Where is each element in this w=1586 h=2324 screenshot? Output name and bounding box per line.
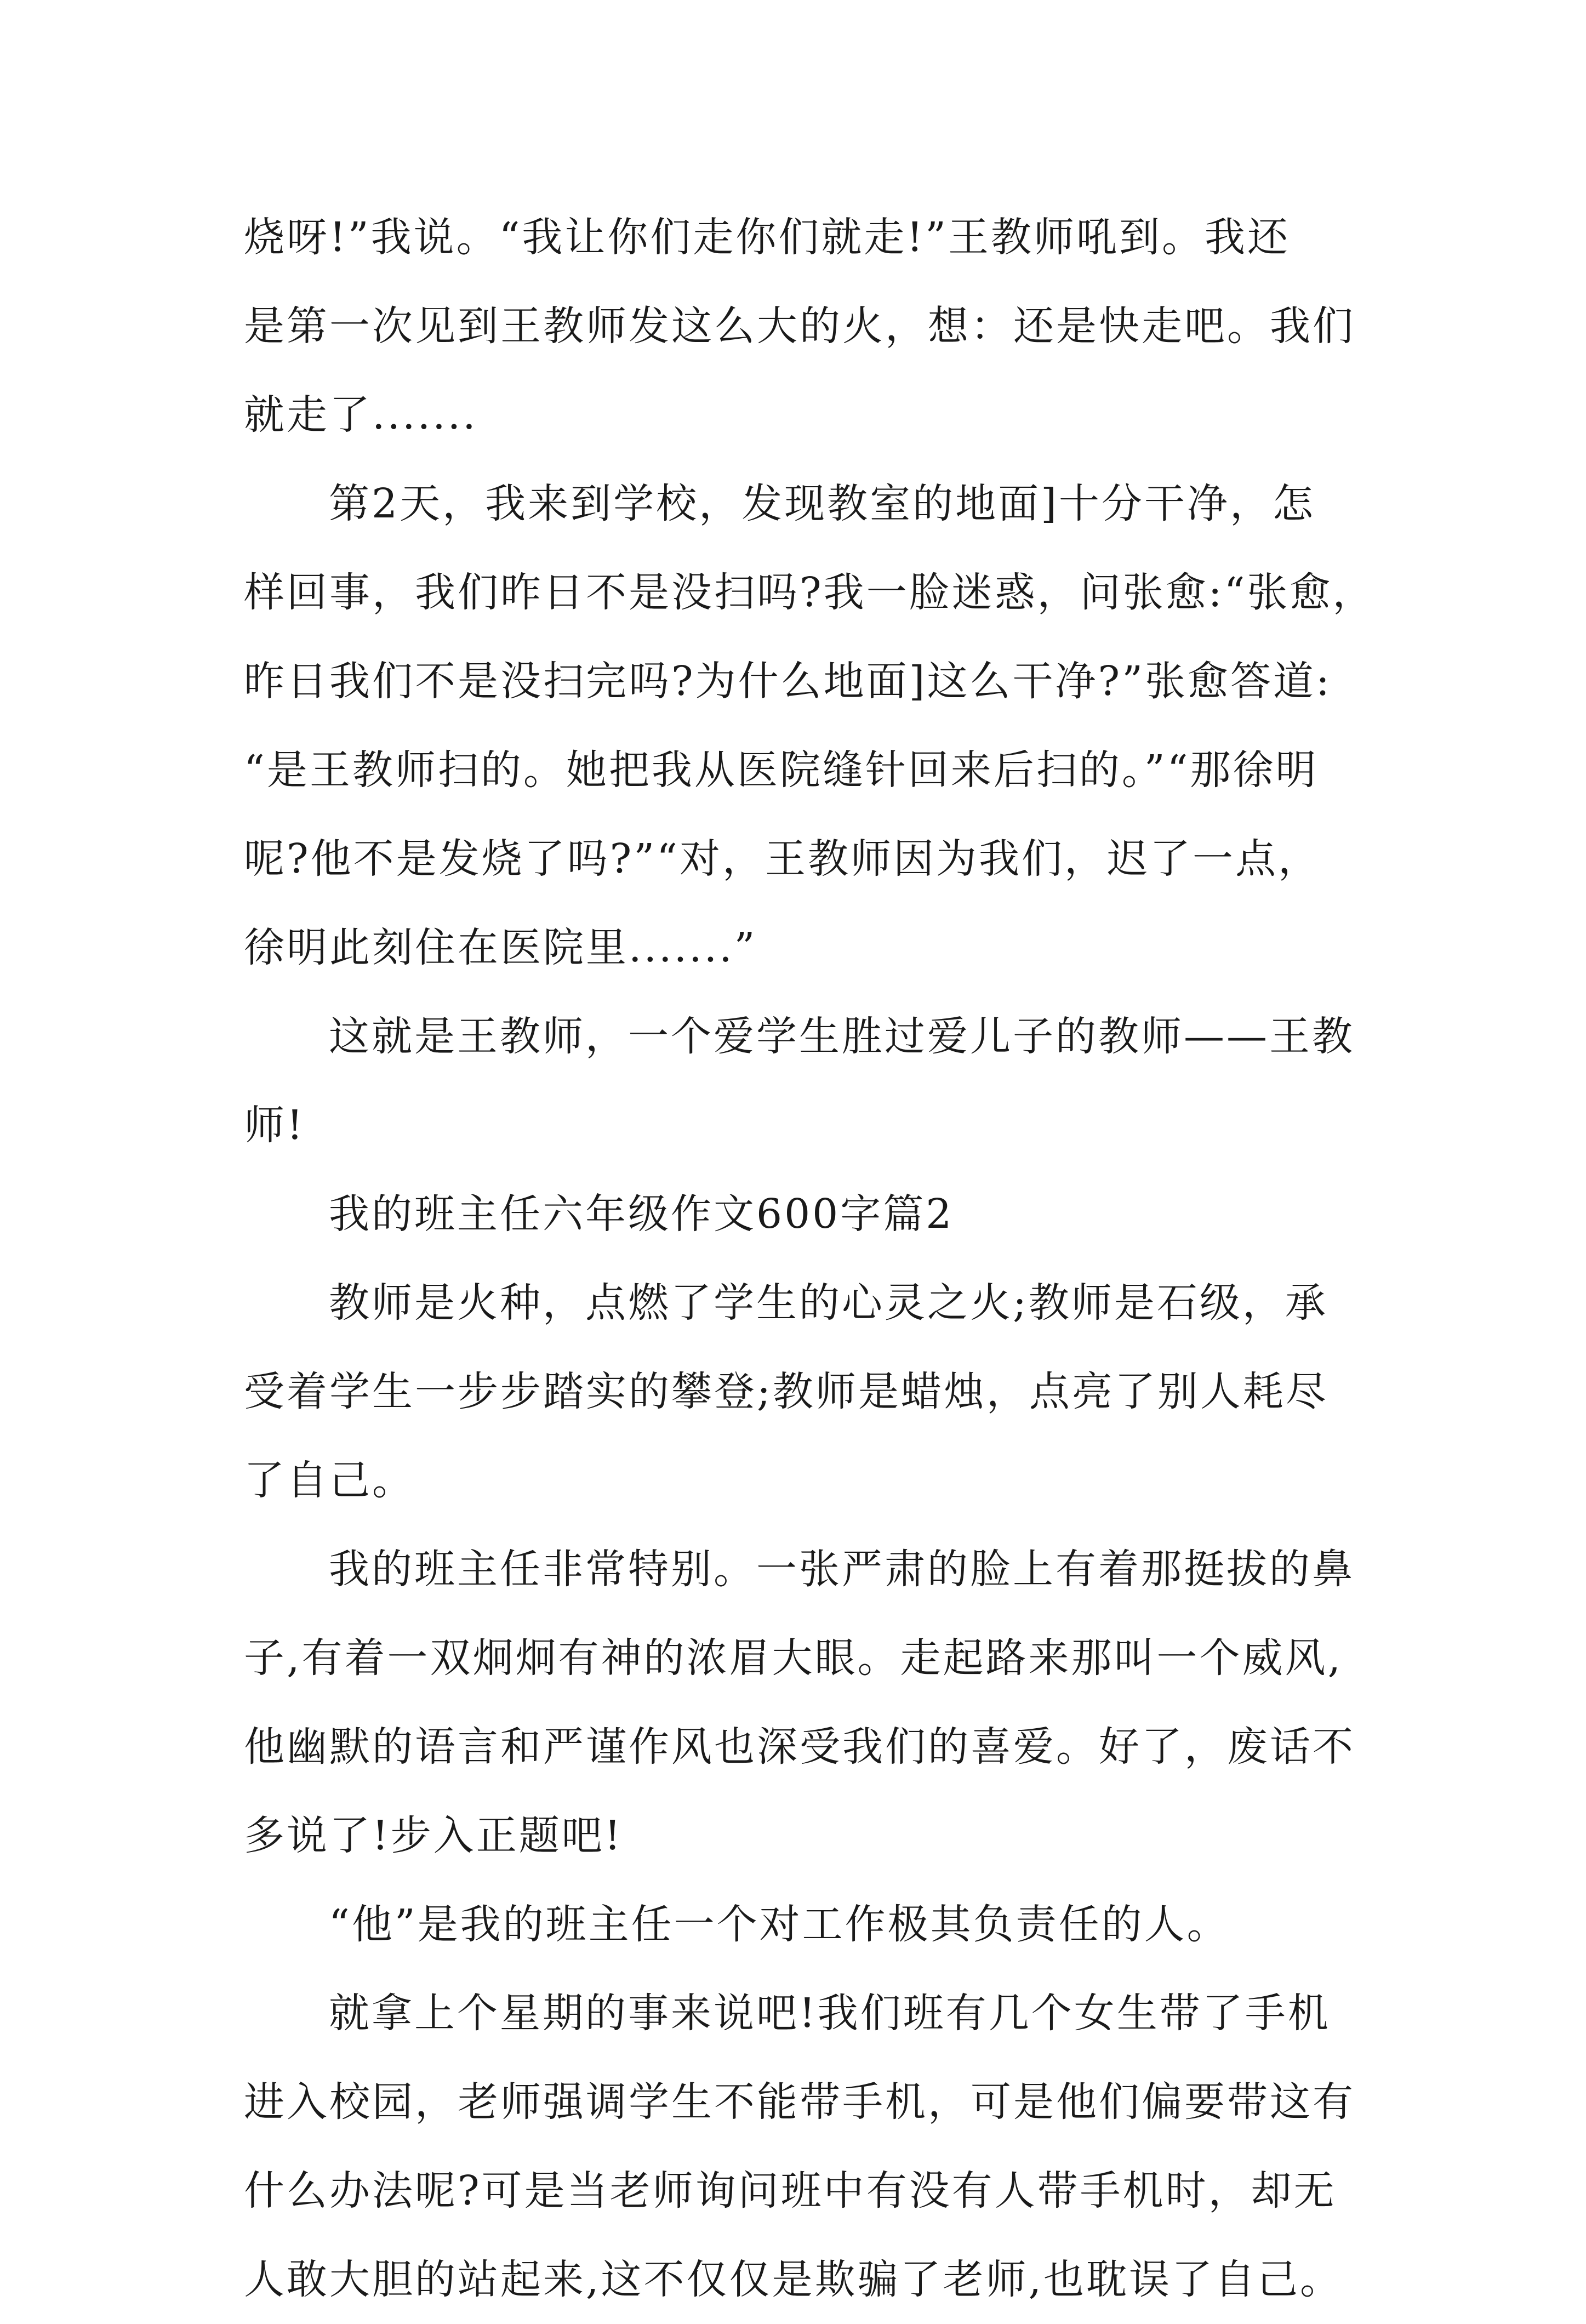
text-line: 多说了!步入正题吧! [244,1812,623,1859]
text-line: 师! [244,1102,305,1149]
text-line: 了自己。 [244,1457,415,1504]
text-line: 进入校园，老师强调学生不能带手机，可是他们偏要带这有 [244,2078,1355,2126]
text-line: 昨日我们不是没扫完吗?为什么地面]这么干净?”张愈答道: [244,658,1332,705]
document-body [244,193,1406,2324]
text-line: 徐明此刻住在医院里.......” [244,924,757,971]
text-line: 就走了....... [244,391,478,438]
text-line: 呢?他不是发烧了吗?”“对，王教师因为我们，迟了一点， [244,835,1321,882]
text-line: 就拿上个星期的事来说吧!我们班有几个女生带了手机 [329,1990,1331,2037]
text-line: 这就是王教师，一个爱学生胜过爱儿子的教师——王教 [329,1013,1355,1060]
text-line: 受着学生一步步踏实的攀登;教师是蜡烛，点亮了别人耗尽 [244,1368,1328,1415]
text-line: 我的班主任非常特别。一张严肃的脸上有着那挺拔的鼻 [329,1546,1355,1593]
text-line: 他幽默的语言和严谨作风也深受我们的喜爱。好了，废话不 [244,1723,1355,1770]
text-line: 第2天，我来到学校，发现教室的地面]十分干净，怎 [329,480,1315,527]
section-heading: 我的班主任六年级作文600字篇2 [329,1191,954,1238]
text-line: 样回事，我们昨日不是没扫吗?我一脸迷惑，问张愈:“张愈， [244,569,1376,616]
text-line: “他”是我的班主任一个对工作极其负责任的人。 [329,1901,1230,1948]
text-line: 子,有着一双炯炯有神的浓眉大眼。走起路来那叫一个威风, [244,1634,1343,1682]
text-line: 人敢大胆的站起来,这不仅仅是欺骗了老师,也耽误了自己。 [244,2256,1343,2303]
text-line: 是第一次见到王教师发这么大的火，想：还是快走吧。我们 [244,303,1355,350]
text-line: 烧呀!”我说。“我让你们走你们就走!”王教师吼到。我还 [244,214,1290,261]
text-line: 什么办法呢?可是当老师询问班中有没有人带手机时，却无 [244,2167,1337,2214]
text-line: “是王教师扫的。她把我从医院缝针回来后扫的。”“那徐明 [244,747,1319,794]
text-line: 教师是火种，点燃了学生的心灵之火;教师是石级，承 [329,1279,1328,1326]
